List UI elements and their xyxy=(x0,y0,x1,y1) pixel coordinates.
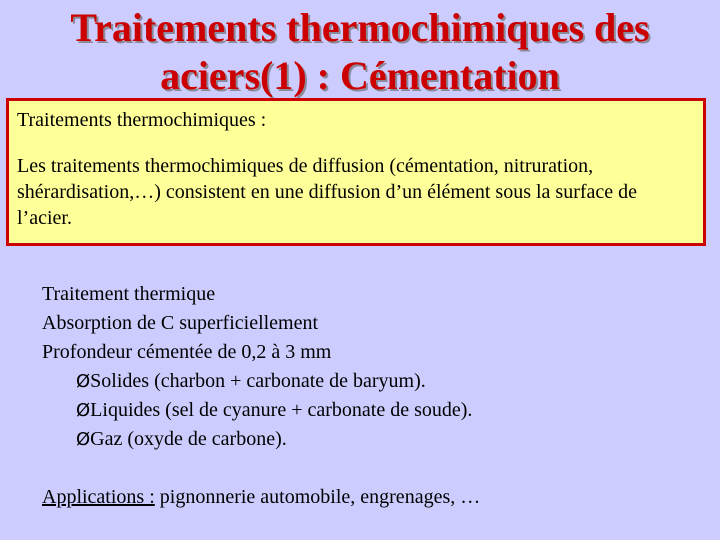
bullet-item-liquids xyxy=(42,396,702,425)
definition-heading: Traitements thermochimiques : xyxy=(17,109,267,131)
arrow-bullet-icon: Ø xyxy=(76,371,91,392)
bullet-item-solids-text: Solides (charbon + carbonate de baryum). xyxy=(90,370,426,392)
applications-text: pignonnerie automobile, engrenages, … xyxy=(154,486,481,508)
applications-label: Applications : xyxy=(42,486,155,508)
slide-title-line-1: Traitements thermochimiques des xyxy=(70,5,650,50)
slide-title xyxy=(0,4,720,100)
content-line-depth: Profondeur cémentée de 0,2 à 3 mm xyxy=(42,341,332,363)
slide-title-line-2: aciers(1) : Cémentation xyxy=(160,53,560,98)
arrow-bullet-icon: Ø xyxy=(76,400,91,421)
bullet-item-gas xyxy=(42,425,702,454)
definition-box xyxy=(6,98,706,246)
definition-text: Les traitements thermochimiques de diffusion (cémentation, nitruration, shérardisation,…) consistent en une diffusion d’un élément sous la surface de l’acier. xyxy=(17,155,638,229)
content-line-carbon-absorption: Absorption de C superficiellement xyxy=(42,312,319,334)
bullet-item-gas-text: Gaz (oxyde de carbone). xyxy=(90,428,287,450)
bullet-item-liquids-text: Liquides (sel de cyanure + carbonate de soude). xyxy=(90,399,473,421)
bullet-item-solids xyxy=(42,367,702,396)
spacer xyxy=(42,454,702,483)
applications-line xyxy=(42,483,702,512)
content-line-heat-treatment: Traitement thermique xyxy=(42,283,216,305)
content-body xyxy=(42,280,702,512)
arrow-bullet-icon: Ø xyxy=(76,429,91,450)
